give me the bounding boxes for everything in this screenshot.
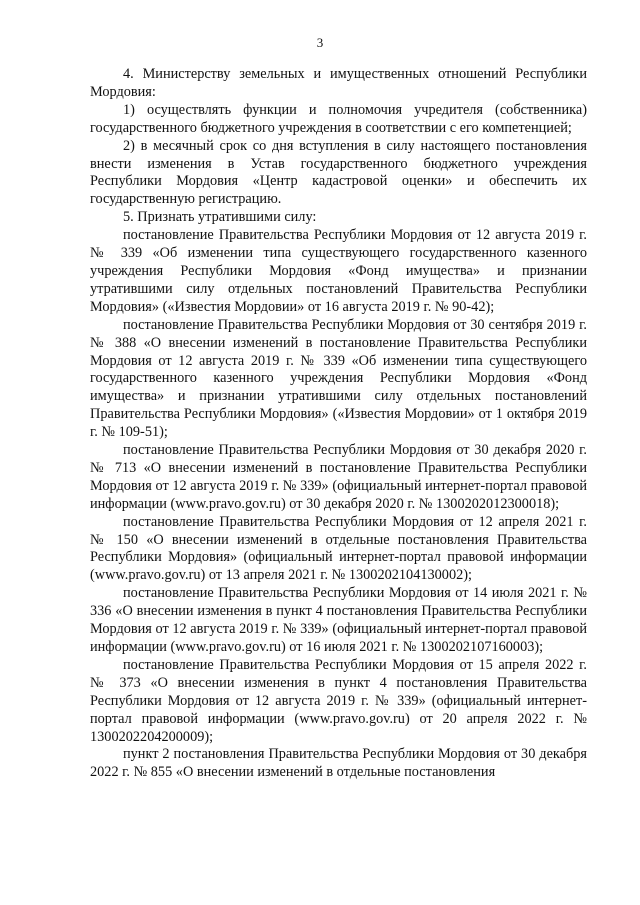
paragraph-repealed-339: постановление Правительства Республики Мордовия от 12 августа 2019 г. № 339 «Об изменении типа существующего государственного казенного учреждения Республики Мордовия «Фонд имущества» и признании утратившими силу отдельных постановлений Правительства Республики Мордовия» («Известия Мордовии» от 16 августа 2019 г. № 90-42); — [90, 227, 587, 315]
paragraph-repealed-336: постановление Правительства Республики Мордовия от 14 июля 2021 г. № 336 «О внесении изменения в пункт 4 постановления Правительства Республики Мордовия от 12 августа 2019 г. № 339» (официальный интернет-портал правовой информации (www.pravo.gov.ru) от 16 июля 2021 г. № 1300202107160003); — [90, 585, 587, 655]
paragraph-repealed-855: пункт 2 постановления Правительства Республики Мордовия от 30 декабря 2022 г. № 855 «О внесении изменений в отдельные постановления — [90, 746, 587, 781]
page-number: 3 — [316, 35, 324, 50]
paragraph-repealed-388: постановление Правительства Республики Мордовия от 30 сентября 2019 г. № 388 «О внесении изменений в постановление Правительства Республики Мордовия от 12 августа 2019 г. № 339 «Об изменении типа существующего государственного казенного учреждения Республики Мордовия «Фонд имущества» и признании утратившими силу отдельных постановлений Правительства Республики Мордовия» («Известия Мордовии» от 1 октября 2019 г. № 109-51); — [90, 316, 587, 441]
paragraph-subitem-1: 1) осуществлять функции и полномочия учредителя (собственника) государственного бюджетного учреждения в соответствии с его компетенцией; — [90, 101, 587, 136]
paragraph-subitem-2: 2) в месячный срок со дня вступления в силу настоящего постановления внести изменения в Устав государственного бюджетного учреждения Республики Мордовия «Центр кадастровой оценки» и обеспечить их государственную регистрацию. — [90, 137, 587, 208]
paragraph-item-5: 5. Признать утратившими силу: — [123, 209, 317, 226]
paragraph-item-4: 4. Министерству земельных и имущественных отношений Республики Мордовия: — [90, 66, 587, 100]
document-body — [90, 66, 587, 782]
paragraph-repealed-150: постановление Правительства Республики Мордовия от 12 апреля 2021 г. № 150 «О внесении изменений в отдельные постановления Правительства Республики Мордовия» (официальный интернет-портал правовой информации (www.pravo.gov.ru) от 13 апреля 2021 г. № 1300202104130002); — [90, 513, 587, 584]
paragraph-repealed-713: постановление Правительства Республики Мордовия от 30 декабря 2020 г. № 713 «О внесении изменений в постановление Правительства Республики Мордовия от 12 августа 2019 г. № 339» (официальный интернет-портал правовой информации (www.pravo.gov.ru) от 30 декабря 2020 г. № 1300202012300018); — [90, 442, 587, 512]
paragraph-repealed-373: постановление Правительства Республики Мордовия от 15 апреля 2022 г. № 373 «О внесении изменения в пункт 4 постановления Правительства Республики Мордовия от 12 августа 2019 г. № 339» (официальный интернет-портал правовой информации (www.pravo.gov.ru) от 20 апреля 2022 г. № 1300202204200009); — [90, 656, 587, 745]
